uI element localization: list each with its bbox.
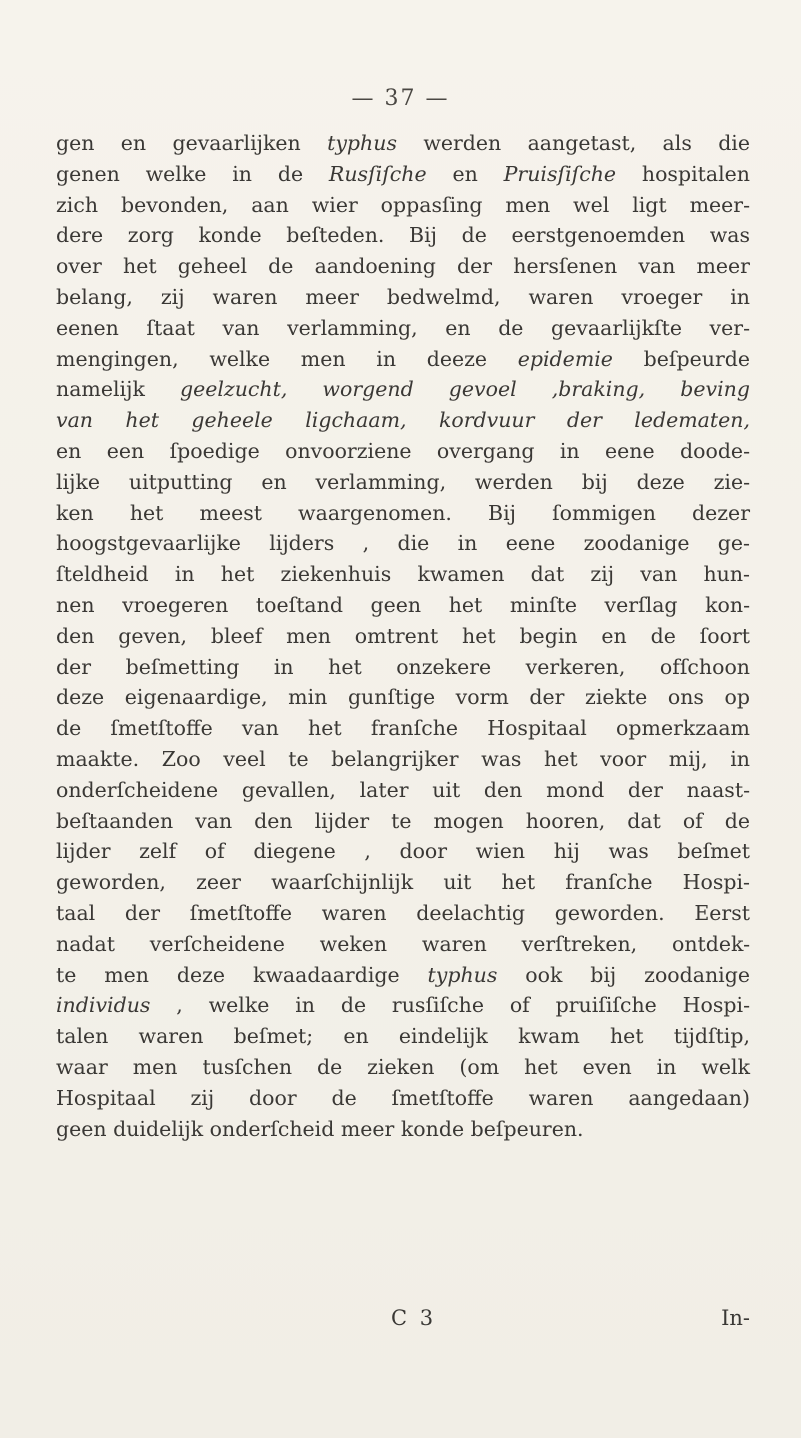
text-line bbox=[56, 467, 750, 498]
text-run: lijke uitputting en verlamming, werden bij deze zie- bbox=[56, 469, 750, 494]
text-run: ſteldheid in het ziekenhuis kwamen dat zij van hun- bbox=[56, 562, 750, 587]
italic-term: individus bbox=[56, 993, 151, 1018]
page-number: — 37 — bbox=[351, 86, 450, 111]
text-run: ook bij zoodanige bbox=[497, 962, 750, 987]
text-run: onderſcheidene gevallen, later uit den mond der naast- bbox=[56, 777, 750, 802]
italic-term: Rusſiſche bbox=[328, 161, 427, 186]
text-run: beſpeurde bbox=[612, 346, 751, 371]
text-line bbox=[56, 590, 750, 621]
text-line bbox=[56, 344, 750, 375]
page-footer bbox=[56, 1306, 750, 1336]
text-run: lijder zelf of diegene , door wien hij was beſmet bbox=[56, 839, 750, 864]
text-run: taal der ſmetſtoffe waren deelachtig geworden. Eerst bbox=[56, 900, 750, 925]
text-run: Hospitaal zij door de ſmetſtoffe waren aangedaan) bbox=[56, 1085, 750, 1110]
text-run: geen duidelijk onderſcheid meer konde beſpeuren. bbox=[56, 1116, 584, 1141]
text-line bbox=[56, 220, 750, 251]
text-run: geworden, zeer waarſchijnlijk uit het franſche Hospi- bbox=[56, 870, 750, 895]
text-line bbox=[56, 806, 750, 837]
text-line bbox=[56, 929, 750, 960]
text-line bbox=[56, 528, 750, 559]
text-run: hoogstgevaarlijke lijders , die in eene zoodanige ge- bbox=[56, 531, 750, 556]
text-line bbox=[56, 960, 750, 991]
text-run: over het geheel de aandoening der hersſenen van meer bbox=[56, 254, 750, 279]
text-line bbox=[56, 251, 750, 282]
text-line bbox=[56, 867, 750, 898]
text-run: maakte. Zoo veel te belangrijker was het voor mij, in bbox=[56, 746, 750, 771]
text-run: werden aangetast, als die bbox=[396, 131, 750, 155]
text-line bbox=[56, 374, 750, 405]
italic-term: Pruisſiſche bbox=[503, 161, 617, 186]
text-run: nen vroegeren toeſtand geen het minſte verſlag kon- bbox=[56, 592, 750, 617]
text-line bbox=[56, 282, 750, 313]
text-line bbox=[56, 159, 750, 190]
italic-term: epidemie bbox=[517, 346, 613, 371]
text-run: en een ſpoedige onvoorziene overgang in eene doode- bbox=[56, 438, 750, 463]
italic-term: typhus bbox=[327, 131, 397, 155]
signature-mark: C 3 bbox=[391, 1306, 437, 1330]
text-run: beſtaanden van den lijder te mogen hooren, dat of de bbox=[56, 808, 750, 833]
italic-term: typhus bbox=[427, 962, 498, 987]
text-line bbox=[56, 436, 750, 467]
text-line bbox=[56, 128, 750, 159]
text-run: belang, zij waren meer bedwelmd, waren vroeger in bbox=[56, 284, 750, 309]
text-run: der beſmetting in het onzekere verkeren, ofſchoon bbox=[56, 654, 750, 679]
text-line bbox=[56, 559, 750, 590]
text-run: genen welke in de bbox=[56, 161, 329, 186]
text-run: , welke in de rusſiſche of pruiſiſche Hospi- bbox=[150, 993, 750, 1018]
italic-term: van het geheele ligchaam, kordvuur der ledematen, bbox=[56, 408, 750, 433]
italic-term: geelzucht, worgend gevoel ,braking, beving bbox=[179, 377, 750, 402]
text-line bbox=[56, 1052, 750, 1083]
text-line bbox=[56, 990, 750, 1021]
text-line bbox=[56, 313, 750, 344]
text-run: dere zorg konde beſteden. Bij de eerstgenoemden was bbox=[56, 223, 750, 248]
text-run: te men deze kwaadaardige bbox=[56, 962, 428, 987]
text-run: ken het meest waargenomen. Bij ſommigen dezer bbox=[56, 500, 750, 525]
text-line bbox=[56, 898, 750, 929]
text-run: eenen ſtaat van verlamming, en de gevaarlijkſte ver- bbox=[56, 315, 750, 340]
text-line bbox=[56, 498, 750, 529]
text-line bbox=[56, 405, 750, 436]
text-run: hospitalen bbox=[616, 161, 750, 186]
text-line bbox=[56, 744, 750, 775]
text-run: deze eigenaardige, min gunſtige vorm der ziekte ons op bbox=[56, 685, 750, 710]
text-run: waar men tusſchen de zieken (om het even in welk bbox=[56, 1054, 750, 1079]
text-line bbox=[56, 190, 750, 221]
text-line bbox=[56, 1083, 750, 1114]
text-run: namelijk bbox=[56, 377, 180, 402]
text-line bbox=[56, 1021, 750, 1052]
text-line bbox=[56, 621, 750, 652]
text-run: talen waren beſmet; en eindelijk kwam het tijdſtip, bbox=[56, 1024, 750, 1049]
text-run: nadat verſcheidene weken waren verſtreken, ontdek- bbox=[56, 931, 750, 956]
text-line bbox=[56, 682, 750, 713]
text-run: zich bevonden, aan wier oppasſing men wel ligt meer- bbox=[56, 192, 750, 217]
text-run: gen en gevaarlijken bbox=[56, 131, 328, 155]
text-line bbox=[56, 836, 750, 867]
text-run: den geven, bleef men omtrent het begin en de ſoort bbox=[56, 623, 750, 648]
text-line bbox=[56, 652, 750, 683]
text-line bbox=[56, 1114, 750, 1145]
text-line bbox=[56, 775, 750, 806]
text-line bbox=[56, 713, 750, 744]
catchword: In- bbox=[721, 1306, 750, 1330]
text-run: mengingen, welke men in deeze bbox=[56, 346, 518, 371]
text-run: de ſmetſtoffe van het franſche Hospitaal opmerkzaam bbox=[56, 716, 750, 741]
body-text bbox=[56, 128, 750, 1144]
text-run: en bbox=[426, 161, 504, 186]
